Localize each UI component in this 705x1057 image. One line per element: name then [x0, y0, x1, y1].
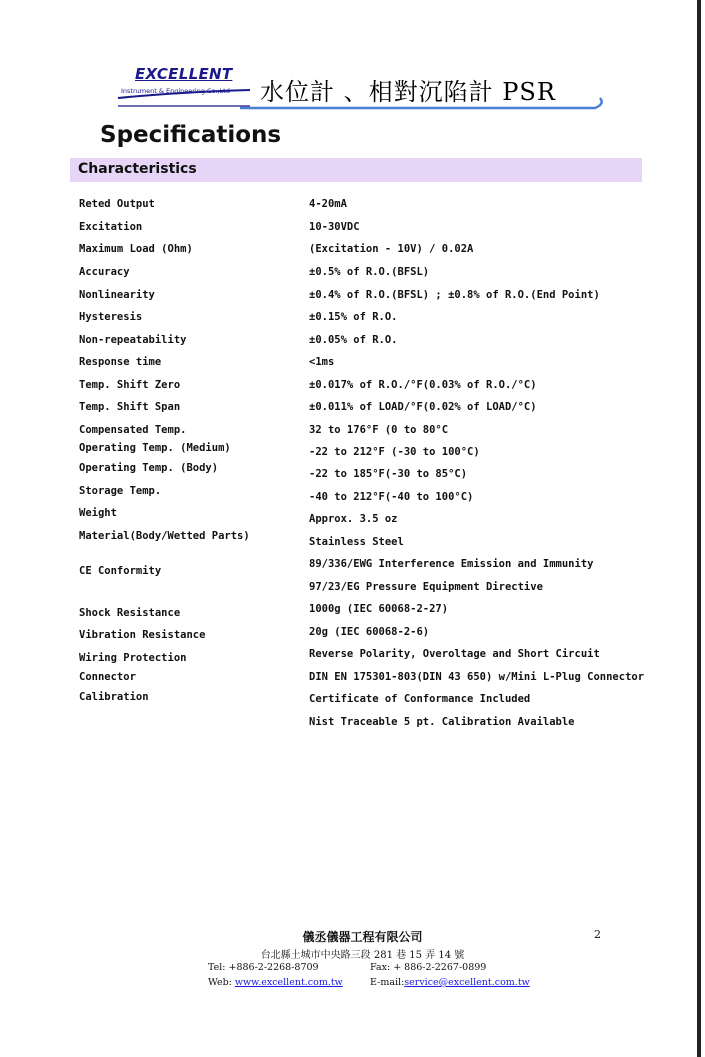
spec-label: Vibration Resistance — [79, 629, 206, 641]
spec-label: Reted Output — [79, 198, 155, 210]
spec-label: Operating Temp. (Medium) — [79, 442, 231, 454]
spec-label: Excitation — [79, 221, 143, 233]
spec-value: (Excitation - 10V) / 0.02A — [309, 243, 474, 255]
spec-label: Storage Temp. — [79, 485, 162, 497]
company-logo — [115, 65, 265, 105]
spec-label: Temp. Shift Span — [79, 401, 181, 413]
footer-company-name: 儀丞儀器工程有限公司 — [302, 930, 423, 944]
spec-label: Wiring Protection — [79, 652, 187, 664]
header-title: 水位計 、相對沉陷計 PSR — [260, 78, 556, 106]
spec-value: 97/23/EG Pressure Equipment Directive — [309, 581, 543, 593]
page-number: 2 — [594, 928, 601, 941]
spec-label: Maximum Load (Ohm) — [79, 243, 193, 255]
spec-label: Material(Body/Wetted Parts) — [79, 530, 250, 542]
footer-email-link[interactable]: service@excellent.com.tw — [404, 977, 530, 988]
section-title: Characteristics — [78, 161, 197, 177]
spec-label: Nonlinearity — [79, 289, 155, 301]
spec-value: ±0.4% of R.O.(BFSL) ; ±0.8% of R.O.(End Point) — [309, 289, 600, 301]
spec-value: -40 to 212°F(-40 to 100°C) — [309, 491, 474, 503]
spec-value: Certificate of Conformance Included — [309, 693, 531, 705]
spec-label: Accuracy — [79, 266, 130, 278]
spec-label: Compensated Temp. — [79, 424, 187, 436]
spec-value: -22 to 185°F(-30 to 85°C) — [309, 468, 468, 480]
spec-value: Approx. 3.5 oz — [309, 513, 398, 525]
spec-value: Reverse Polarity, Overoltage and Short Circuit — [309, 648, 600, 660]
spec-label: CE Conformity — [79, 565, 162, 577]
spec-value: DIN EN 175301-803(DIN 43 650) w/Mini L-Plug Connector — [309, 671, 645, 683]
spec-label: Calibration — [79, 691, 149, 703]
footer-email-label: E-mail: — [370, 977, 405, 988]
page-edge-rule — [697, 0, 701, 1057]
spec-value: <1ms — [309, 356, 335, 368]
spec-value: ±0.15% of R.O. — [309, 311, 398, 323]
spec-value: 4-20mA — [309, 198, 347, 210]
spec-value: Nist Traceable 5 pt. Calibration Available — [309, 716, 575, 728]
spec-label: Non-repeatability — [79, 334, 187, 346]
spec-value: ±0.017% of R.O./°F(0.03% of R.O./°C) — [309, 379, 537, 391]
spec-label: Response time — [79, 356, 162, 368]
footer-web — [208, 977, 343, 988]
spec-label: Connector — [79, 671, 136, 683]
spec-value: ±0.5% of R.O.(BFSL) — [309, 266, 430, 278]
spec-label: Weight — [79, 507, 117, 519]
footer-fax: Fax: + 886-2-2267-0899 — [370, 962, 487, 973]
logo-subtitle: Instrument & Engineering Co.,Ltd — [121, 87, 230, 95]
page-title: Specifications — [100, 122, 282, 148]
footer-address: 台北縣土城市中央路三段 281 巷 15 弄 14 號 — [260, 950, 465, 961]
footer-email — [370, 977, 530, 988]
spec-value: 1000g (IEC 60068-2-27) — [309, 603, 449, 615]
spec-label: Shock Resistance — [79, 607, 181, 619]
spec-label: Operating Temp. (Body) — [79, 462, 219, 474]
spec-label: Temp. Shift Zero — [79, 379, 181, 391]
footer-tel: Tel: +886-2-2268-8709 — [208, 962, 319, 973]
spec-value: 10-30VDC — [309, 221, 360, 233]
document-header — [100, 62, 610, 114]
spec-value: 20g (IEC 60068-2-6) — [309, 626, 430, 638]
spec-label: Hysteresis — [79, 311, 143, 323]
footer-web-label: Web: — [208, 977, 235, 988]
footer-web-link[interactable]: www.excellent.com.tw — [234, 977, 343, 988]
spec-value: ±0.011% of LOAD/°F(0.02% of LOAD/°C) — [309, 401, 537, 413]
spec-value: 89/336/EWG Interference Emission and Immunity — [309, 558, 594, 570]
spec-value: -22 to 212°F (-30 to 100°C) — [309, 446, 480, 458]
spec-value: 32 to 176°F (0 to 80°C — [309, 424, 449, 436]
logo-name: EXCELLENT — [135, 65, 233, 83]
section-header — [70, 158, 642, 182]
spec-value: Stainless Steel — [309, 536, 404, 548]
spec-value: ±0.05% of R.O. — [309, 334, 398, 346]
